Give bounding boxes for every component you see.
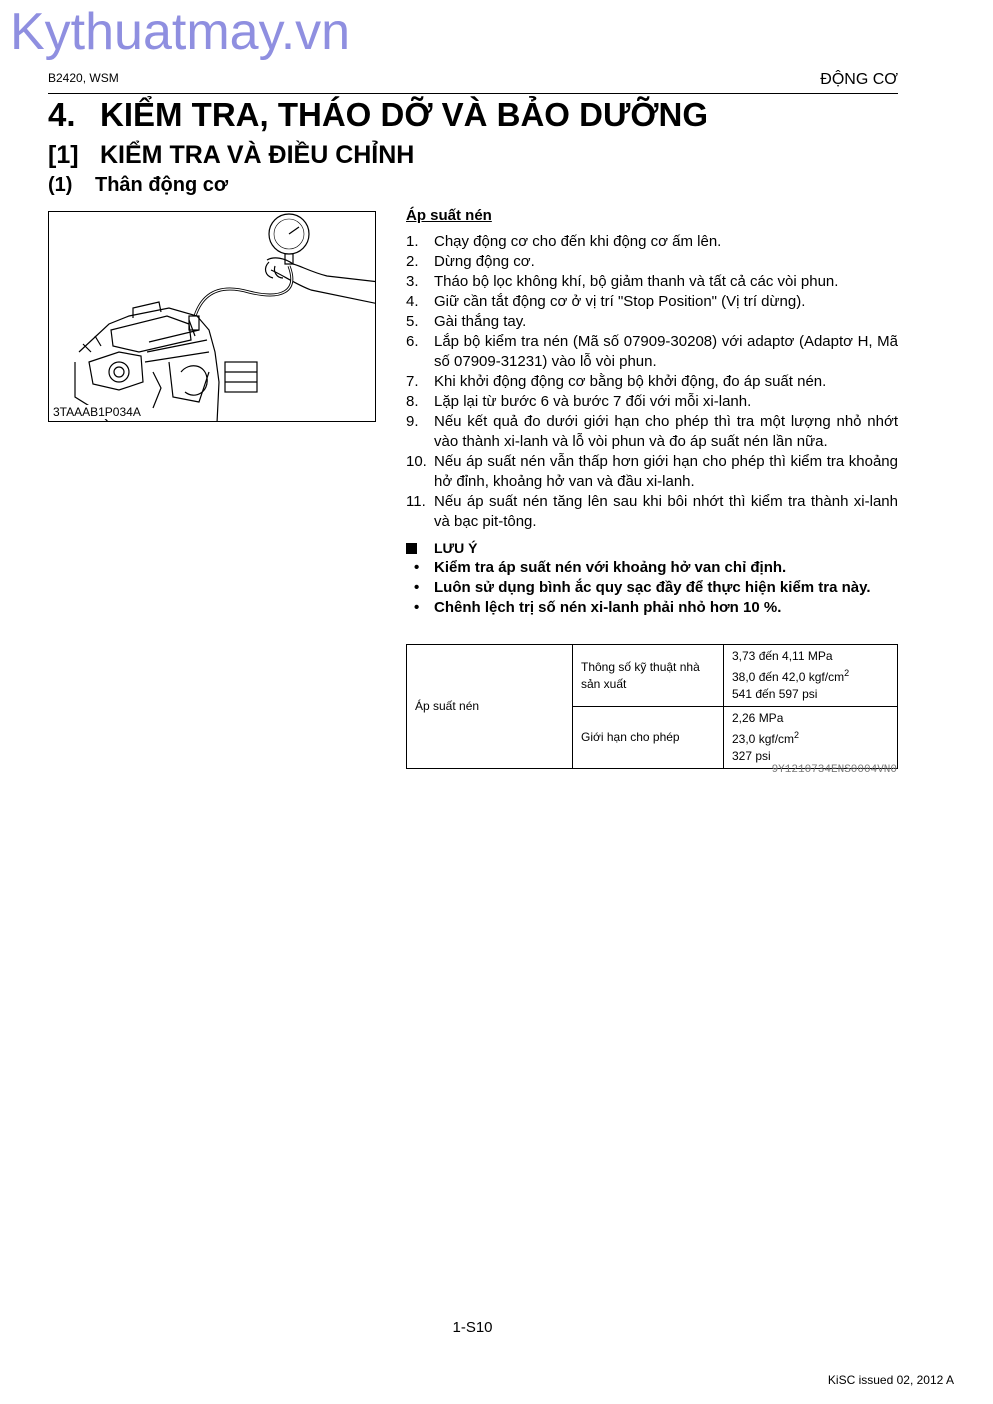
list-item: 5. Gài thắng tay. <box>406 313 527 330</box>
list-item: 4. Giữ cần tắt động cơ ở vị trí "Stop Position" (Vị trí dừng). <box>406 293 806 310</box>
list-item: 1. Chạy động cơ cho đến khi động cơ ấm lên. <box>406 233 722 250</box>
table-row <box>407 645 898 707</box>
issue-info: KiSC issued 02, 2012 A <box>827 1373 954 1387</box>
heading-level-1 <box>48 96 708 134</box>
watermark-logo: Kythuatmay.vn <box>10 3 351 61</box>
heading-1-text: KIỂM TRA, THÁO DỠ VÀ BẢO DƯỠNG <box>100 96 709 133</box>
page-number: 1-S10 <box>452 1319 493 1336</box>
list-item: • Chênh lệch trị số nén xi-lanh phải nhỏ hơn 10 %. <box>406 598 898 618</box>
header-rule <box>48 93 898 94</box>
list-item: 10. Nếu áp suất nén vẫn thấp hơn giới hạn cho phép thì kiểm tra khoảng hở đỉnh, khoảng hở van và đầu xi-lanh. <box>406 453 898 490</box>
engine-compression-figure <box>48 211 376 422</box>
heading-level-3 <box>48 174 228 197</box>
header-chapter: ĐỘNG CƠ <box>820 71 898 88</box>
procedure-steps <box>406 232 898 532</box>
square-bullet-icon <box>406 543 417 554</box>
section-title: Áp suất nén <box>406 207 492 224</box>
list-item: 2. Dừng động cơ. <box>406 253 535 270</box>
spec-table <box>406 644 898 769</box>
list-item: 8. Lặp lại từ bước 6 và bước 7 đối với mỗi xi-lanh. <box>406 393 752 410</box>
heading-1-number: 4. <box>48 96 76 133</box>
list-item: 11. Nếu áp suất nén tăng lên sau khi bôi nhớt thì kiểm tra thành xi-lanh và bạc pit-tông. <box>406 493 898 530</box>
heading-3-number: (1) <box>48 174 73 196</box>
figure-code: 3TAAAB1P034A <box>53 405 141 419</box>
compression-section <box>406 206 898 618</box>
bullet-icon: • <box>414 579 420 596</box>
note-list <box>406 558 898 618</box>
heading-2-text: KIỂM TRA VÀ ĐIỀU CHỈNH <box>100 141 415 169</box>
engine-with-gauge-illustration <box>49 212 376 422</box>
heading-2-number: [1] <box>48 141 79 169</box>
spec-label-cell: Giới hạn cho phép <box>573 707 724 769</box>
list-item: 6. Lắp bộ kiểm tra nén (Mã số 07909-30208) với adaptơ (Adaptơ H, Mã số 07909-31231) vào lỗ vòi phun. <box>406 333 898 370</box>
spec-label-cell: Thông số kỹ thuật nhà sản xuất <box>573 645 724 707</box>
list-item: • Luôn sử dụng bình ắc quy sạc đầy để thực hiện kiểm tra này. <box>406 578 898 598</box>
note-title: LƯU Ý <box>434 540 478 556</box>
spec-item-cell: Áp suất nén <box>407 645 573 769</box>
bullet-icon: • <box>414 599 420 616</box>
header-model: B2420, WSM <box>48 71 119 85</box>
bullet-icon: • <box>414 559 420 576</box>
note-heading <box>406 538 898 558</box>
spec-value-cell: 2,26 MPa 23,0 kgf/$cm^2$ 327 psi <box>724 707 898 769</box>
heading-3-text: Thân động cơ <box>95 174 229 196</box>
document-id: 9Y1210734ENS0004VN0 <box>771 764 897 776</box>
list-item: 7. Khi khởi động động cơ bằng bộ khởi động, đo áp suất nén. <box>406 373 827 390</box>
list-item: • Kiểm tra áp suất nén với khoảng hở van chỉ định. <box>406 558 898 578</box>
heading-level-2 <box>48 141 414 170</box>
spec-value-cell: 3,73 đến 4,11 MPa 38,0 đến 42,0 kgf/$cm^2$ 541 đến 597 psi <box>724 645 898 707</box>
list-item: 9. Nếu kết quả đo dưới giới hạn cho phép thì tra một lượng nhỏ nhớt vào thành xi-lanh và lỗ vòi phun và đo áp suất nén lần nữa. <box>406 413 898 450</box>
list-item: 3. Tháo bộ lọc không khí, bộ giảm thanh và tất cả các vòi phun. <box>406 273 839 290</box>
